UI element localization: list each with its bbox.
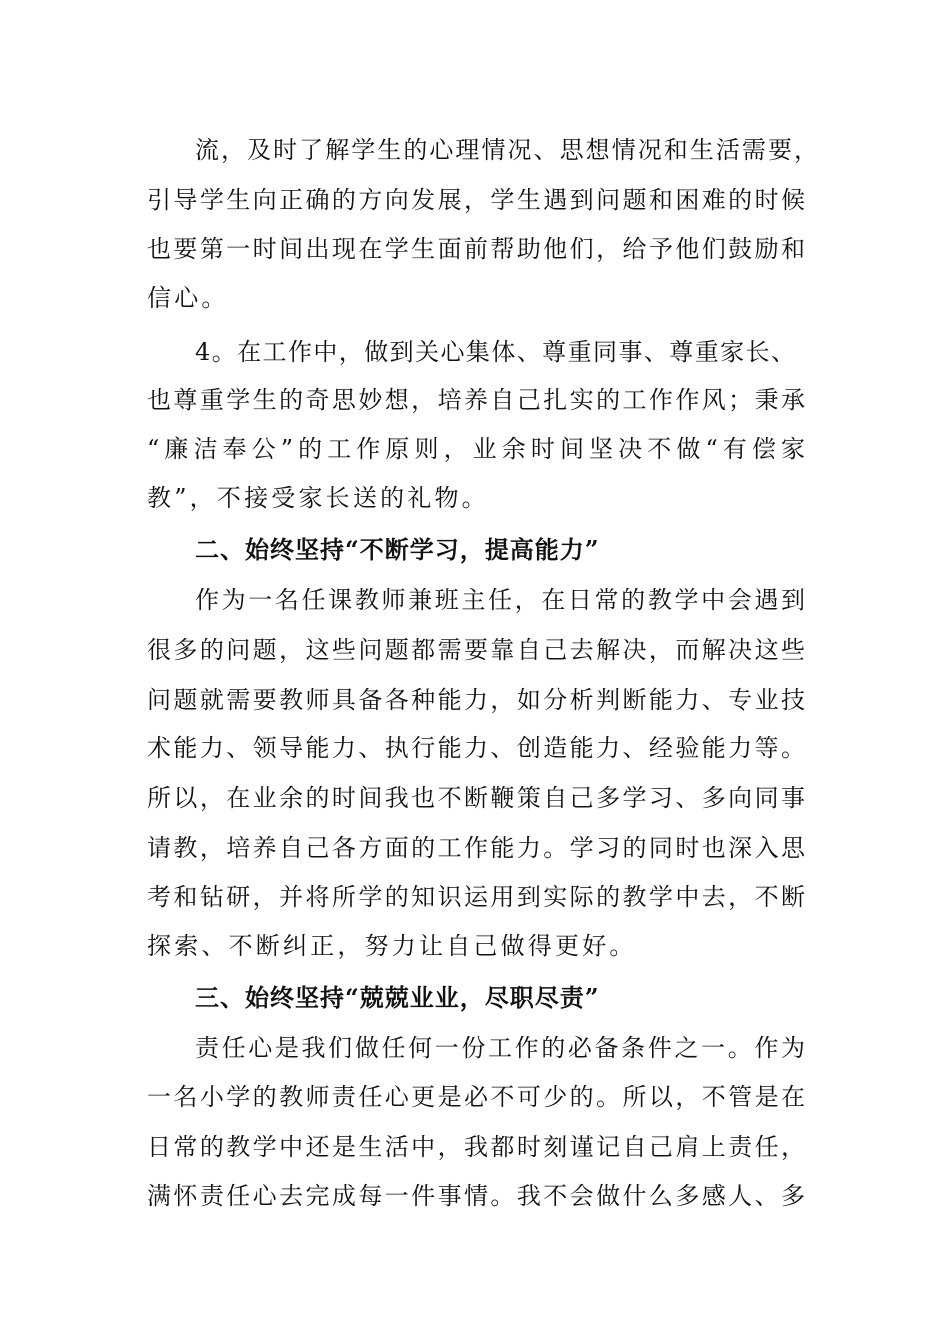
text-line: 作为一名任课教师兼班主任，在日常的教学中会遇到	[195, 586, 805, 614]
text-line: 很多的问题，这些问题都需要靠自己去解决，而解决这些	[147, 636, 805, 664]
text-line: 4。在工作中，做到关心集体、尊重同事、尊重家长、	[195, 338, 795, 366]
text-line: 探索、不断纠正，努力让自己做得更好。	[147, 932, 637, 960]
text-line: 也尊重学生的奇思妙想，培养自己扎实的工作作风；秉承	[147, 386, 805, 414]
text-line: 教”，不接受家长送的礼物。	[147, 484, 489, 512]
text-line: 满怀责任心去完成每一件事情。我不会做什么多感人、多	[147, 1182, 805, 1210]
text-line: 引导学生向正确的方向发展，学生遇到问题和困难的时候	[147, 186, 805, 214]
text-line: 日常的教学中还是生活中，我都时刻谨记自己肩上责任，	[147, 1133, 805, 1161]
section-heading-text: 二、始终坚持“不断学习，提高能力”	[195, 535, 600, 564]
text-line: 流，及时了解学生的心理情况、思想情况和生活需要，	[195, 136, 818, 164]
text-line: 所以，在业余的时间我也不断鞭策自己多学习、多向同事	[147, 784, 805, 812]
text-line: 考和钻研，并将所学的知识运用到实际的教学中去，不断	[147, 883, 805, 911]
text-line: 问题就需要教师具备各种能力，如分析判断能力、专业技	[147, 686, 805, 714]
text-line: 信心。	[147, 284, 229, 312]
text-line: 请教，培养自己各方面的工作能力。学习的同时也深入思	[147, 834, 805, 862]
text-line: “廉洁奉公”的工作原则，业余时间坚决不做“有偿家	[147, 435, 805, 463]
text-line: 术能力、领导能力、执行能力、创造能力、经验能力等。	[147, 734, 805, 762]
text-line: 责任心是我们做任何一份工作的必备条件之一。作为	[195, 1034, 805, 1062]
text-line: 也要第一时间出现在学生面前帮助他们，给予他们鼓励和	[147, 235, 805, 263]
text-line: 一名小学的教师责任心更是必不可少的。所以，不管是在	[147, 1083, 805, 1111]
section-heading-text: 三、始终坚持“兢兢业业，尽职尽责”	[195, 983, 600, 1012]
